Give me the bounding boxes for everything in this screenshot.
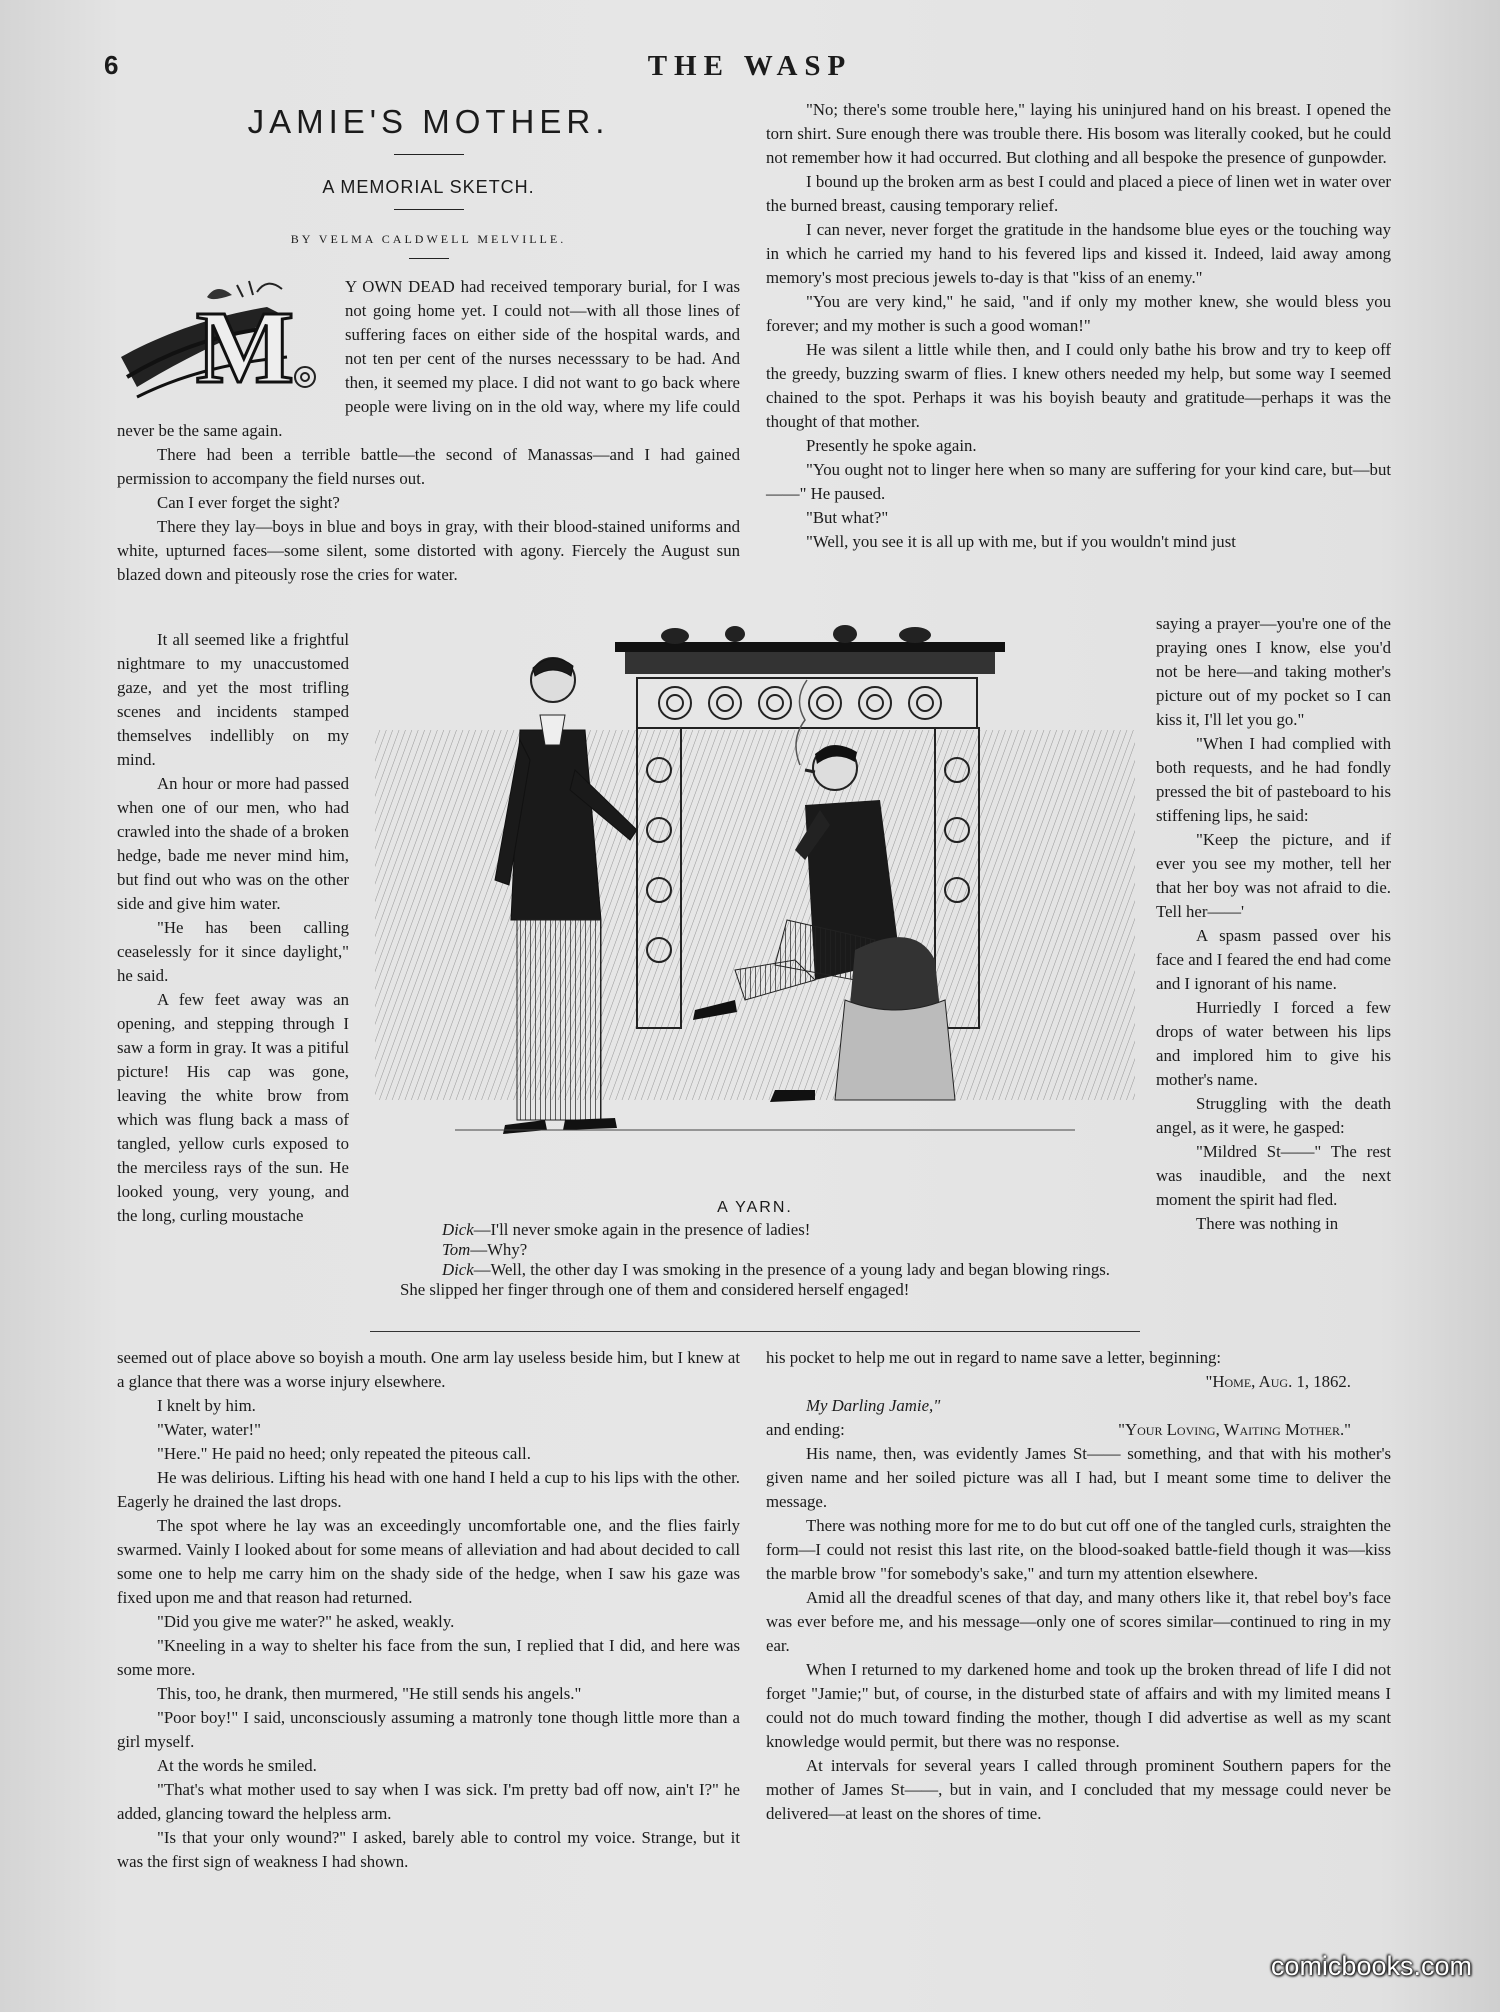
paragraph: "He has been calling ceaselessly for it since daylight," he said. [117,918,349,985]
paragraph: "When I had complied with both requests, and he had fondly pressed the bit of pasteboard to his stiffening lips, he said: [1156,734,1391,825]
paragraph: Presently he spoke again. [806,436,977,455]
title-rule [394,154,464,155]
paragraph: Can I ever forget the sight? [157,493,340,512]
paragraph: "You are very kind," he said, "and if only my mother knew, she would bless you forever; and my mother is such a good woman!" [766,292,1391,335]
right-narrow-column [1156,612,1391,1236]
left-column-bottom [117,1346,740,1874]
paragraph: "You ought not to linger here when so many are suffering for your kind care, but—but——" He paused. [766,460,1391,503]
paragraph: I knelt by him. [157,1396,256,1415]
paragraph: An hour or more had passed when one of our men, who had crawled into the shade of a broken hedge, bade me never mind him, but find out who was on the other side and give him water. [117,774,349,913]
article-byline: BY VELMA CALDWELL MELVILLE. [290,232,567,246]
caption-title: A YARN. [717,1199,793,1216]
byline-rule [409,258,449,259]
paragraph: saying a prayer—you're one of the praying ones I know, else you'd not be here—and taking mother's picture out of my pocket so I can kiss it, I'll let you go." [1156,614,1391,729]
paragraph: "That's what mother used to say when I was sick. I'm pretty bad off now, ain't I?" he added, glancing toward the helpless arm. [117,1780,740,1823]
paragraph: A spasm passed over his face and I feared the end had come and I ignorant of his name. [1156,926,1391,993]
paragraph: "Keep the picture, and if ever you see my mother, tell her that her boy was not afraid to die. Tell her——' [1156,830,1391,921]
illustration-caption [400,1198,1110,1300]
paragraph: He was silent a little while then, and I could only bathe his brow and try to keep off the greedy, buzzing swarm of flies. I knew others needed my help, but some way I seemed chained to the spot. Perhaps it was his boyish beauty and gratitude—perhaps it was the thought of that mother. [766,340,1391,431]
letter-salutation: My Darling Jamie," [806,1396,941,1415]
caption-line: Dick—I'll never smoke again in the presence of ladies! [442,1220,811,1239]
watermark: comicbooks.com [1270,1951,1472,1981]
caption-line: Tom—Why? [442,1240,528,1259]
paragraph: I can never, never forget the gratitude in the handsome blue eyes or the touching way in which he carried my hand to his fevered lips and kissed it. Indeed, laid away among memory's most precious jewels to-day is that "kiss of an enemy." [766,220,1391,287]
paragraph: "But what?" [806,508,889,527]
paragraph: Amid all the dreadful scenes of that day, and many others like it, that rebel boy's face was ever before me, and his message—only one of scores similar—continued to ring in my ear. [766,1588,1391,1655]
letter-closing: "Your Loving, Waiting Mother." [1118,1420,1351,1439]
left-narrow-column [117,628,349,1228]
paragraph: "Mildred St——" The rest was inaudible, and the next moment the spirit had fled. [1156,1142,1391,1209]
paragraph: "Well, you see it is all up with me, but if you wouldn't mind just [806,532,1236,551]
paragraph: There was nothing in [1196,1214,1339,1233]
paragraph: "Kneeling in a way to shelter his face from the sun, I replied that I did, and here was some more. [117,1636,740,1679]
paragraph: "Water, water!" [157,1420,261,1439]
paragraph: "Poor boy!" I said, unconsciously assuming a matronly tone though little more than a girl myself. [117,1708,740,1751]
caption-line: Dick—Well, the other day I was smoking in the presence of a young lady and began blowing rings. She slipped her finger through one of them and considered herself engaged! [400,1260,1110,1299]
letter-heading: "Home, Aug. 1, 1862. [1205,1372,1351,1391]
paragraph: At intervals for several years I called through prominent Southern papers for the mother of James St——, but in vain, and I concluded that my message could never be delivered—at least on the shores of time. [766,1756,1391,1823]
paragraph: his pocket to help me out in regard to name save a letter, beginning: [766,1348,1222,1367]
paragraph: There was nothing more for me to do but cut off one of the tangled curls, straighten the form—I could not resist this last rite, on the blood-soaked battle-field though it was—kiss the marble brow "for somebody's sake," and turn my attention elsewhere. [766,1516,1392,1583]
right-column-bottom [766,1346,1391,1826]
paragraph: Hurriedly I forced a few drops of water between his lips and implored him to give his mother's name. [1156,998,1391,1089]
paragraph: "Did you give me water?" he asked, weakly. [157,1612,455,1631]
article-subtitle: A MEMORIAL SKETCH. [322,177,535,197]
paragraph: Y OWN DEAD had received temporary burial, for I was not going home yet. I could not—with all those lines of suffering faces on either side of the hospital wards, and not ten per cent of the nurses necesssary to be had. And then, it seemed my place. I did not want to go back where people were living on in the old way, where my life could never be the same again. [117,277,740,440]
caption-rule [370,1331,1140,1332]
paragraph: It all seemed like a frightful nightmare to my unaccustomed gaze, and yet the most trifling scenes and incidents stamped themselves indellibly on my mind. [117,630,349,769]
article-title: JAMIE'S MOTHER. [247,103,610,140]
paragraph: I bound up the broken arm as best I could and placed a piece of linen wet in water over the burned breast, causing temporary relief. [766,172,1391,215]
right-column-top [766,98,1391,554]
illustration-a-yarn [375,620,1135,1186]
paragraph: His name, then, was evidently James St—— something, and that with his mother's given name and her soiled picture was all I had, but I meant some time to deliver the message. [766,1444,1391,1511]
left-column-top [117,96,740,587]
paragraph: "Is that your only wound?" I asked, barely able to control my voice. Strange, but it was the first sign of weakness I had shown. [117,1828,740,1871]
page-number: 6 [104,50,119,80]
paragraph: At the words he smiled. [157,1756,317,1775]
paragraph: There they lay—boys in blue and boys in gray, with their blood-stained uniforms and white, upturned faces—some silent, some distorted with agony. Fiercely the August sun blazed down and piteously rose the cries for water. [117,517,740,584]
paragraph: He was delirious. Lifting his head with one hand I held a cup to his lips with the other. Eagerly he drained the last drops. [117,1468,740,1511]
masthead: THE WASP [647,50,853,82]
paragraph: "Here." He paid no heed; only repeated the piteous call. [157,1444,531,1463]
paragraph: A few feet away was an opening, and stepping through I saw a form in gray. It was a pitiful picture! His cap was gone, leaving the white brow from which was flung back a mass of tangled, yellow curls exposed to the merciless rays of the sun. He looked young, very young, and the long, curling moustache [117,990,349,1225]
paragraph: Struggling with the death angel, as it were, he gasped: [1156,1094,1391,1137]
subtitle-rule [394,209,464,210]
paragraph: There had been a terrible battle—the second of Manassas—and I had gained permission to accompany the field nurses out. [117,445,740,488]
paragraph: This, too, he drank, then murmered, "He still sends his angels." [157,1684,582,1703]
drop-cap-letter: M [195,290,295,405]
letter-ending-row [766,1418,1391,1442]
paragraph: When I returned to my darkened home and took up the broken thread of life I did not forget "Jamie;" but, of course, in the disturbed state of affairs and with my limited means I could not do much toward finding the mother, though I did advertise as well as my scant knowledge would permit, but there was no response. [766,1660,1391,1751]
paragraph: seemed out of place above so boyish a mouth. One arm lay useless beside him, but I knew at a glance that there was a worse injury elsewhere. [117,1348,740,1391]
letter-ending-label: and ending: [766,1420,845,1439]
paragraph: The spot where he lay was an exceedingly uncomfortable one, and the flies fairly swarmed. Vainly I looked about for some means of alleviation and had about decided to call some one to help me carry him on the shady side of the hedge, when I saw his gaze was fixed upon me and that reason had returned. [117,1516,740,1607]
drop-cap-illustration [117,277,335,411]
paragraph: "No; there's some trouble here," laying his uninjured hand on his breast. I opened the torn shirt. Sure enough there was trouble there. His bosom was literally cooked, but he could not remember how it had occurred. But clothing and all bespoke the presence of gunpowder. [766,100,1391,167]
